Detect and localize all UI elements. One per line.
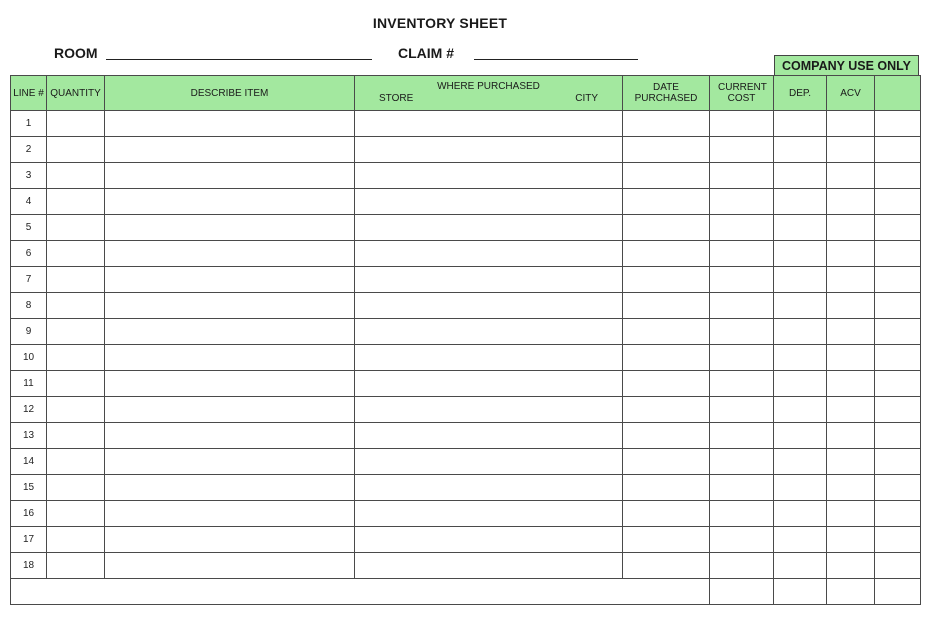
table-row bbox=[11, 293, 921, 319]
table-row bbox=[11, 267, 921, 293]
current-cost-cell[interactable] bbox=[710, 475, 774, 501]
line-number-cell: 8 bbox=[11, 293, 47, 319]
line-number-cell: 2 bbox=[11, 137, 47, 163]
line-number-cell: 3 bbox=[11, 163, 47, 189]
extra-cell[interactable] bbox=[875, 527, 921, 553]
dep-cell[interactable] bbox=[774, 475, 827, 501]
dep-cell[interactable] bbox=[774, 319, 827, 345]
current-cost-cell[interactable] bbox=[710, 319, 774, 345]
acv-cell[interactable] bbox=[827, 111, 875, 137]
quantity-cell[interactable] bbox=[47, 371, 105, 397]
table-row bbox=[11, 397, 921, 423]
line-number-cell: 12 bbox=[11, 397, 47, 423]
line-number-cell: 7 bbox=[11, 267, 47, 293]
where-purchased-cell[interactable] bbox=[355, 267, 623, 293]
date-purchased-cell[interactable] bbox=[623, 215, 710, 241]
date-purchased-cell[interactable] bbox=[623, 111, 710, 137]
where-purchased-cell[interactable] bbox=[355, 319, 623, 345]
date-purchased-cell[interactable] bbox=[623, 527, 710, 553]
quantity-cell[interactable] bbox=[47, 449, 105, 475]
quantity-cell[interactable] bbox=[47, 475, 105, 501]
acv-cell[interactable] bbox=[827, 345, 875, 371]
where-purchased-cell[interactable] bbox=[355, 449, 623, 475]
table-row bbox=[11, 241, 921, 267]
acv-cell[interactable] bbox=[827, 189, 875, 215]
describe-item-cell[interactable] bbox=[105, 449, 355, 475]
quantity-cell[interactable] bbox=[47, 423, 105, 449]
extra-cell[interactable] bbox=[875, 475, 921, 501]
table-row bbox=[11, 137, 921, 163]
line-number-cell: 4 bbox=[11, 189, 47, 215]
line-number-cell: 10 bbox=[11, 345, 47, 371]
acv-cell[interactable] bbox=[827, 215, 875, 241]
describe-item-cell[interactable] bbox=[105, 111, 355, 137]
describe-item-cell[interactable] bbox=[105, 215, 355, 241]
current-cost-cell[interactable] bbox=[710, 423, 774, 449]
dep-cell[interactable] bbox=[774, 267, 827, 293]
total-dep-cell[interactable] bbox=[774, 579, 827, 605]
room-label: ROOM bbox=[54, 45, 98, 61]
describe-item-cell[interactable] bbox=[105, 397, 355, 423]
date-purchased-cell[interactable] bbox=[623, 371, 710, 397]
extra-cell[interactable] bbox=[875, 137, 921, 163]
quantity-cell[interactable] bbox=[47, 241, 105, 267]
current-cost-cell[interactable] bbox=[710, 397, 774, 423]
acv-cell[interactable] bbox=[827, 319, 875, 345]
date-purchased-cell[interactable] bbox=[623, 189, 710, 215]
extra-cell[interactable] bbox=[875, 241, 921, 267]
describe-item-cell[interactable] bbox=[105, 267, 355, 293]
where-purchased-cell[interactable] bbox=[355, 527, 623, 553]
col-header-date-purchased: DATE PURCHASED bbox=[623, 76, 710, 111]
where-purchased-cell[interactable] bbox=[355, 189, 623, 215]
col-header-where-purchased bbox=[355, 76, 623, 111]
current-cost-cell[interactable] bbox=[710, 241, 774, 267]
current-cost-cell[interactable] bbox=[710, 527, 774, 553]
page-title: INVENTORY SHEET bbox=[372, 15, 508, 31]
dep-cell[interactable] bbox=[774, 189, 827, 215]
extra-cell[interactable] bbox=[875, 397, 921, 423]
describe-item-cell[interactable] bbox=[105, 501, 355, 527]
acv-cell[interactable] bbox=[827, 371, 875, 397]
store-label: STORE bbox=[379, 93, 414, 104]
quantity-cell[interactable] bbox=[47, 293, 105, 319]
current-cost-cell[interactable] bbox=[710, 449, 774, 475]
dep-cell[interactable] bbox=[774, 423, 827, 449]
date-purchased-cell[interactable] bbox=[623, 319, 710, 345]
describe-item-cell[interactable] bbox=[105, 241, 355, 267]
date-purchased-cell[interactable] bbox=[623, 267, 710, 293]
describe-item-cell[interactable] bbox=[105, 423, 355, 449]
col-header-dep: DEP. bbox=[774, 76, 827, 111]
col-header-current-cost: CURRENT COST bbox=[710, 76, 774, 111]
current-cost-cell[interactable] bbox=[710, 111, 774, 137]
acv-cell[interactable] bbox=[827, 449, 875, 475]
quantity-cell[interactable] bbox=[47, 163, 105, 189]
acv-cell[interactable] bbox=[827, 397, 875, 423]
where-purchased-cell[interactable] bbox=[355, 397, 623, 423]
current-cost-cell[interactable] bbox=[710, 267, 774, 293]
current-cost-cell[interactable] bbox=[710, 553, 774, 579]
acv-cell[interactable] bbox=[827, 293, 875, 319]
table-row bbox=[11, 527, 921, 553]
total-current-cost-cell[interactable] bbox=[710, 579, 774, 605]
line-number-cell: 15 bbox=[11, 475, 47, 501]
dep-cell[interactable] bbox=[774, 553, 827, 579]
date-purchased-cell[interactable] bbox=[623, 501, 710, 527]
where-purchased-cell[interactable] bbox=[355, 501, 623, 527]
totals-blank-cell bbox=[11, 579, 710, 605]
where-purchased-cell[interactable] bbox=[355, 371, 623, 397]
where-purchased-cell[interactable] bbox=[355, 423, 623, 449]
col-header-acv: ACV bbox=[827, 76, 875, 111]
date-purchased-cell[interactable] bbox=[623, 345, 710, 371]
extra-cell[interactable] bbox=[875, 215, 921, 241]
acv-cell[interactable] bbox=[827, 267, 875, 293]
extra-cell[interactable] bbox=[875, 319, 921, 345]
table-row bbox=[11, 189, 921, 215]
dep-cell[interactable] bbox=[774, 501, 827, 527]
acv-cell[interactable] bbox=[827, 553, 875, 579]
acv-cell[interactable] bbox=[827, 137, 875, 163]
date-purchased-cell[interactable] bbox=[623, 553, 710, 579]
current-cost-cell[interactable] bbox=[710, 137, 774, 163]
date-purchased-cell[interactable] bbox=[623, 475, 710, 501]
dep-cell[interactable] bbox=[774, 137, 827, 163]
quantity-cell[interactable] bbox=[47, 137, 105, 163]
current-cost-cell[interactable] bbox=[710, 293, 774, 319]
current-cost-cell[interactable] bbox=[710, 215, 774, 241]
line-number-cell: 16 bbox=[11, 501, 47, 527]
table-row bbox=[11, 553, 921, 579]
extra-cell[interactable] bbox=[875, 111, 921, 137]
extra-cell[interactable] bbox=[875, 267, 921, 293]
extra-cell[interactable] bbox=[875, 449, 921, 475]
dep-cell[interactable] bbox=[774, 345, 827, 371]
quantity-cell[interactable] bbox=[47, 319, 105, 345]
table-header-row bbox=[11, 76, 921, 111]
describe-item-cell[interactable] bbox=[105, 189, 355, 215]
dep-cell[interactable] bbox=[774, 397, 827, 423]
where-purchased-label: WHERE PURCHASED bbox=[437, 81, 540, 92]
line-number-cell: 18 bbox=[11, 553, 47, 579]
describe-item-cell[interactable] bbox=[105, 137, 355, 163]
dep-cell[interactable] bbox=[774, 241, 827, 267]
total-extra-cell[interactable] bbox=[875, 579, 921, 605]
acv-cell[interactable] bbox=[827, 475, 875, 501]
extra-cell[interactable] bbox=[875, 553, 921, 579]
quantity-cell[interactable] bbox=[47, 345, 105, 371]
line-number-cell: 1 bbox=[11, 111, 47, 137]
line-number-cell: 13 bbox=[11, 423, 47, 449]
describe-item-cell[interactable] bbox=[105, 163, 355, 189]
date-purchased-cell[interactable] bbox=[623, 423, 710, 449]
city-label: CITY bbox=[575, 93, 598, 104]
acv-cell[interactable] bbox=[827, 241, 875, 267]
line-number-cell: 6 bbox=[11, 241, 47, 267]
quantity-cell[interactable] bbox=[47, 215, 105, 241]
dep-cell[interactable] bbox=[774, 371, 827, 397]
dep-cell[interactable] bbox=[774, 163, 827, 189]
company-use-only-header: COMPANY USE ONLY bbox=[774, 55, 919, 75]
dep-cell[interactable] bbox=[774, 111, 827, 137]
date-purchased-cell[interactable] bbox=[623, 137, 710, 163]
col-header-extra bbox=[875, 76, 921, 111]
room-field[interactable] bbox=[106, 59, 372, 60]
extra-cell[interactable] bbox=[875, 163, 921, 189]
line-number-cell: 14 bbox=[11, 449, 47, 475]
inventory-table bbox=[10, 75, 921, 605]
table-row bbox=[11, 163, 921, 189]
acv-cell[interactable] bbox=[827, 423, 875, 449]
describe-item-cell[interactable] bbox=[105, 371, 355, 397]
total-acv-cell[interactable] bbox=[827, 579, 875, 605]
where-purchased-cell[interactable] bbox=[355, 111, 623, 137]
describe-item-cell[interactable] bbox=[105, 553, 355, 579]
dep-cell[interactable] bbox=[774, 527, 827, 553]
quantity-cell[interactable] bbox=[47, 189, 105, 215]
current-cost-cell[interactable] bbox=[710, 345, 774, 371]
table-row bbox=[11, 371, 921, 397]
dep-cell[interactable] bbox=[774, 449, 827, 475]
current-cost-cell[interactable] bbox=[710, 163, 774, 189]
quantity-cell[interactable] bbox=[47, 267, 105, 293]
extra-cell[interactable] bbox=[875, 345, 921, 371]
quantity-cell[interactable] bbox=[47, 501, 105, 527]
describe-item-cell[interactable] bbox=[105, 345, 355, 371]
current-cost-cell[interactable] bbox=[710, 501, 774, 527]
claim-field[interactable] bbox=[474, 59, 638, 60]
extra-cell[interactable] bbox=[875, 423, 921, 449]
table-row bbox=[11, 215, 921, 241]
claim-label: CLAIM # bbox=[398, 45, 454, 61]
quantity-cell[interactable] bbox=[47, 553, 105, 579]
extra-cell[interactable] bbox=[875, 189, 921, 215]
table-row bbox=[11, 319, 921, 345]
date-purchased-cell[interactable] bbox=[623, 241, 710, 267]
extra-cell[interactable] bbox=[875, 293, 921, 319]
col-header-line: LINE # bbox=[11, 76, 47, 111]
dep-cell[interactable] bbox=[774, 215, 827, 241]
where-purchased-cell[interactable] bbox=[355, 293, 623, 319]
date-purchased-cell[interactable] bbox=[623, 397, 710, 423]
line-number-cell: 5 bbox=[11, 215, 47, 241]
where-purchased-cell[interactable] bbox=[355, 475, 623, 501]
where-purchased-cell[interactable] bbox=[355, 553, 623, 579]
line-number-cell: 17 bbox=[11, 527, 47, 553]
date-purchased-cell[interactable] bbox=[623, 163, 710, 189]
extra-cell[interactable] bbox=[875, 501, 921, 527]
col-header-quantity: QUANTITY bbox=[47, 76, 105, 111]
where-purchased-cell[interactable] bbox=[355, 215, 623, 241]
quantity-cell[interactable] bbox=[47, 397, 105, 423]
table-row bbox=[11, 111, 921, 137]
acv-cell[interactable] bbox=[827, 527, 875, 553]
table-row bbox=[11, 449, 921, 475]
totals-row bbox=[11, 579, 921, 605]
describe-item-cell[interactable] bbox=[105, 527, 355, 553]
col-header-describe-item: DESCRIBE ITEM bbox=[105, 76, 355, 111]
describe-item-cell[interactable] bbox=[105, 293, 355, 319]
current-cost-cell[interactable] bbox=[710, 371, 774, 397]
describe-item-cell[interactable] bbox=[105, 475, 355, 501]
table-row bbox=[11, 475, 921, 501]
where-purchased-cell[interactable] bbox=[355, 241, 623, 267]
quantity-cell[interactable] bbox=[47, 111, 105, 137]
describe-item-cell[interactable] bbox=[105, 319, 355, 345]
table-row bbox=[11, 345, 921, 371]
where-purchased-cell[interactable] bbox=[355, 163, 623, 189]
current-cost-cell[interactable] bbox=[710, 189, 774, 215]
acv-cell[interactable] bbox=[827, 501, 875, 527]
line-number-cell: 9 bbox=[11, 319, 47, 345]
where-purchased-cell[interactable] bbox=[355, 137, 623, 163]
date-purchased-cell[interactable] bbox=[623, 449, 710, 475]
dep-cell[interactable] bbox=[774, 293, 827, 319]
table-row bbox=[11, 501, 921, 527]
line-number-cell: 11 bbox=[11, 371, 47, 397]
where-purchased-cell[interactable] bbox=[355, 345, 623, 371]
acv-cell[interactable] bbox=[827, 163, 875, 189]
extra-cell[interactable] bbox=[875, 371, 921, 397]
date-purchased-cell[interactable] bbox=[623, 293, 710, 319]
quantity-cell[interactable] bbox=[47, 527, 105, 553]
table-row bbox=[11, 423, 921, 449]
